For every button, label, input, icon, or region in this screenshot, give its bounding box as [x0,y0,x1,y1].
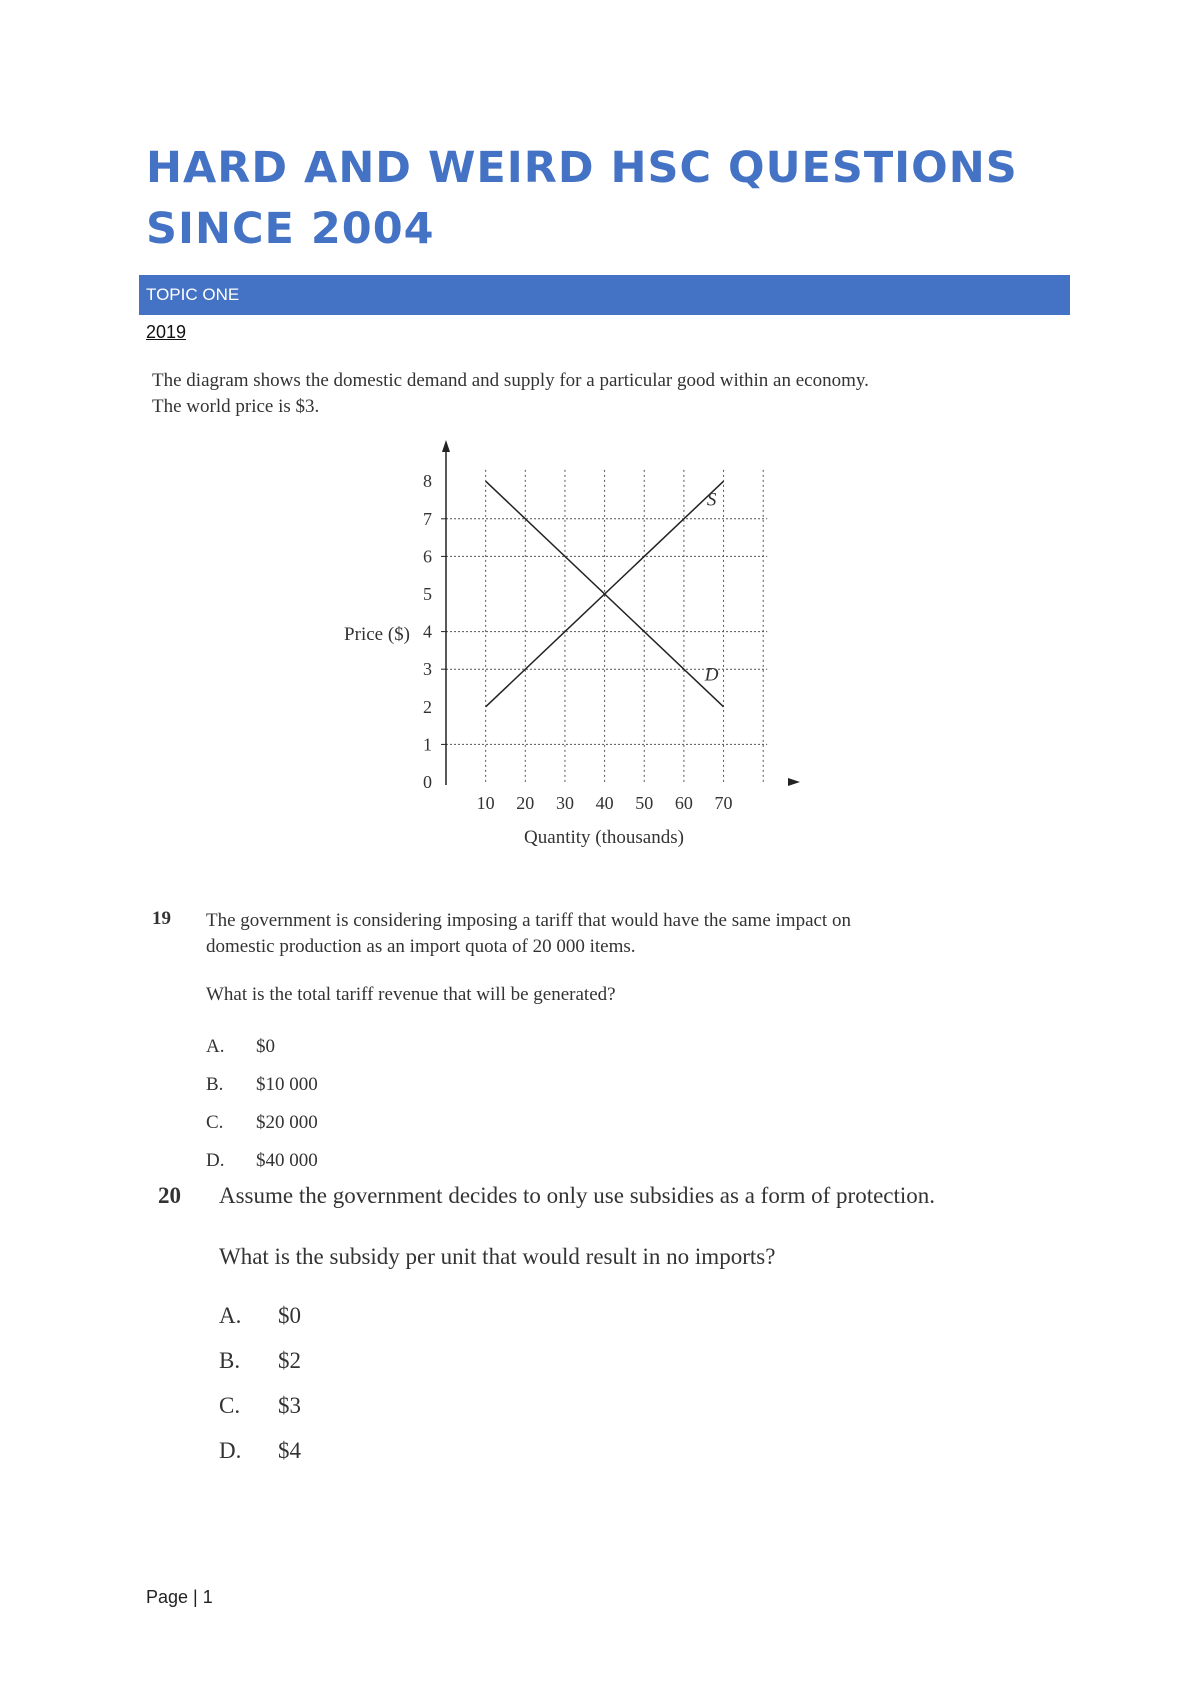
question-intro [152,368,1012,420]
page-footer: Page | 1 [146,1587,213,1607]
question-stem [206,908,982,960]
y-tick-label: 7 [423,508,432,529]
option-letter: D. [206,1150,225,1171]
chart-axes [442,440,800,786]
option-value: $0 [256,1036,275,1057]
y-tick-label: 1 [423,734,432,755]
y-tick-label: 3 [423,659,432,680]
option-value: $20 000 [256,1112,318,1133]
option-value: $2 [278,1348,301,1373]
x-tick-label: 30 [555,793,574,813]
x-tick-label: 60 [674,793,693,813]
stem-line: domestic production as an import quota of 20 000 items. [206,936,636,957]
y-axis-arrow [442,440,450,452]
x-axis-arrow [788,778,800,786]
x-tick-label: 70 [714,793,733,813]
year-heading: 2019 [146,322,187,342]
question-prompt: What is the total tariff revenue that will be generated? [206,984,616,1005]
x-tick-label: 40 [595,793,614,813]
question-20 [158,1183,1038,1483]
option-letter: D. [219,1438,242,1463]
intro-line: The world price is $3. [152,396,320,417]
stem-line: The government is considering imposing a tariff that would have the same impact on [206,910,851,931]
question-prompt: What is the subsidy per unit that would result in no imports? [219,1244,776,1269]
option-letter: A. [206,1036,225,1057]
intro-line: The diagram shows the domestic demand and supply for a particular good within an economy. [152,370,869,391]
y-tick-label: 5 [423,584,432,604]
option-letter: A. [219,1303,242,1328]
chart-grid [441,470,767,782]
y-tick-label: 8 [423,471,432,492]
option-value: $40 000 [256,1150,318,1171]
question-19 [152,908,982,1188]
option-value: $4 [278,1438,301,1463]
y-tick-label: 6 [423,546,432,567]
y-tick-label: 0 [423,772,432,792]
chart-tick-labels [423,471,733,813]
x-axis-label: Quantity (thousands) [524,827,684,848]
option-letter: C. [206,1112,224,1133]
topic-heading: TOPIC ONE [139,275,1070,315]
option-letter: B. [219,1348,241,1373]
series-label-d: D [704,664,719,686]
y-tick-label: 4 [423,621,432,642]
question-number: 20 [158,1183,181,1208]
x-tick-label: 50 [635,793,654,813]
option-value: $10 000 [256,1074,318,1095]
question-number: 19 [152,908,171,929]
series-label-s: S [706,489,717,511]
document-title: HARD AND WEIRD HSC QUESTIONS SINCE 2004 [146,143,1018,254]
option-letter: B. [206,1074,224,1095]
y-tick-label: 2 [423,696,432,717]
option-value: $0 [278,1303,301,1328]
x-tick-label: 10 [476,793,495,813]
supply-demand-chart [320,440,820,860]
y-axis-label: Price ($) [344,624,410,645]
option-value: $3 [278,1393,301,1418]
question-stem: Assume the government decides to only use subsidies as a form of protection. [219,1183,936,1208]
option-letter: C. [219,1393,241,1418]
x-tick-label: 20 [516,793,535,813]
